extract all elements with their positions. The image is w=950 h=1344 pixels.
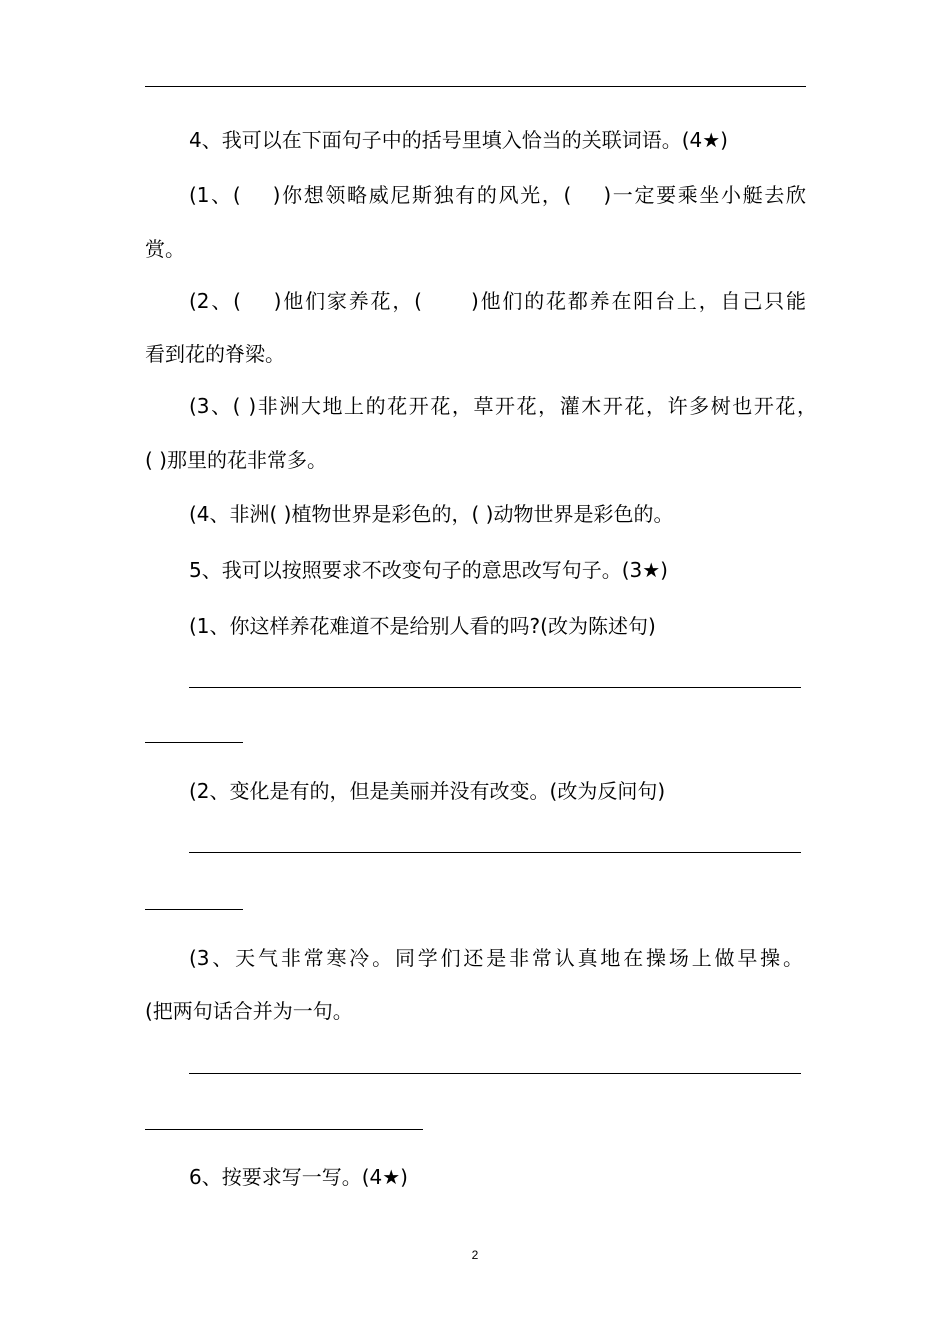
answer-line <box>145 86 806 87</box>
answer-line <box>189 687 801 688</box>
question-4-item-1-cont: 赏。 <box>145 237 185 261</box>
answer-line <box>189 1073 801 1074</box>
question-4-item-2: (2、( )他们家养花，( )他们的花都养在阳台上，自己只能 <box>189 289 806 313</box>
answer-line <box>145 1129 423 1130</box>
question-5-item-2: (2、变化是有的，但是美丽并没有改变。(改为反问句) <box>189 779 666 803</box>
question-4-title: 4、我可以在下面句子中的括号里填入恰当的关联词语。(4★) <box>189 128 728 152</box>
question-4-item-4: (4、非洲( )植物世界是彩色的，( )动物世界是彩色的。 <box>189 502 674 526</box>
question-5-item-1: (1、你这样养花难道不是给别人看的吗?(改为陈述句) <box>189 614 656 638</box>
question-4-item-2-cont: 看到花的脊梁。 <box>145 342 285 366</box>
question-4-item-3-cont: ( )那里的花非常多。 <box>145 448 327 472</box>
page-number: 2 <box>471 1248 479 1262</box>
answer-line <box>145 909 243 910</box>
answer-line <box>189 852 801 853</box>
question-5-item-3: (3、天气非常寒冷。同学们还是非常认真地在操场上做早操。 <box>189 946 803 970</box>
question-5-title: 5、我可以按照要求不改变句子的意思改写句子。(3★) <box>189 558 668 582</box>
answer-line <box>145 742 243 743</box>
question-4-item-3: (3、( )非洲大地上的花开花，草开花，灌木开花，许多树也开花， <box>189 394 817 418</box>
question-4-item-1: (1、( )你想领略威尼斯独有的风光，( )一定要乘坐小艇去欣 <box>189 183 806 207</box>
question-6-title: 6、按要求写一写。(4★) <box>189 1165 408 1189</box>
question-5-item-3-cont: (把两句话合并为一句。 <box>145 999 353 1023</box>
